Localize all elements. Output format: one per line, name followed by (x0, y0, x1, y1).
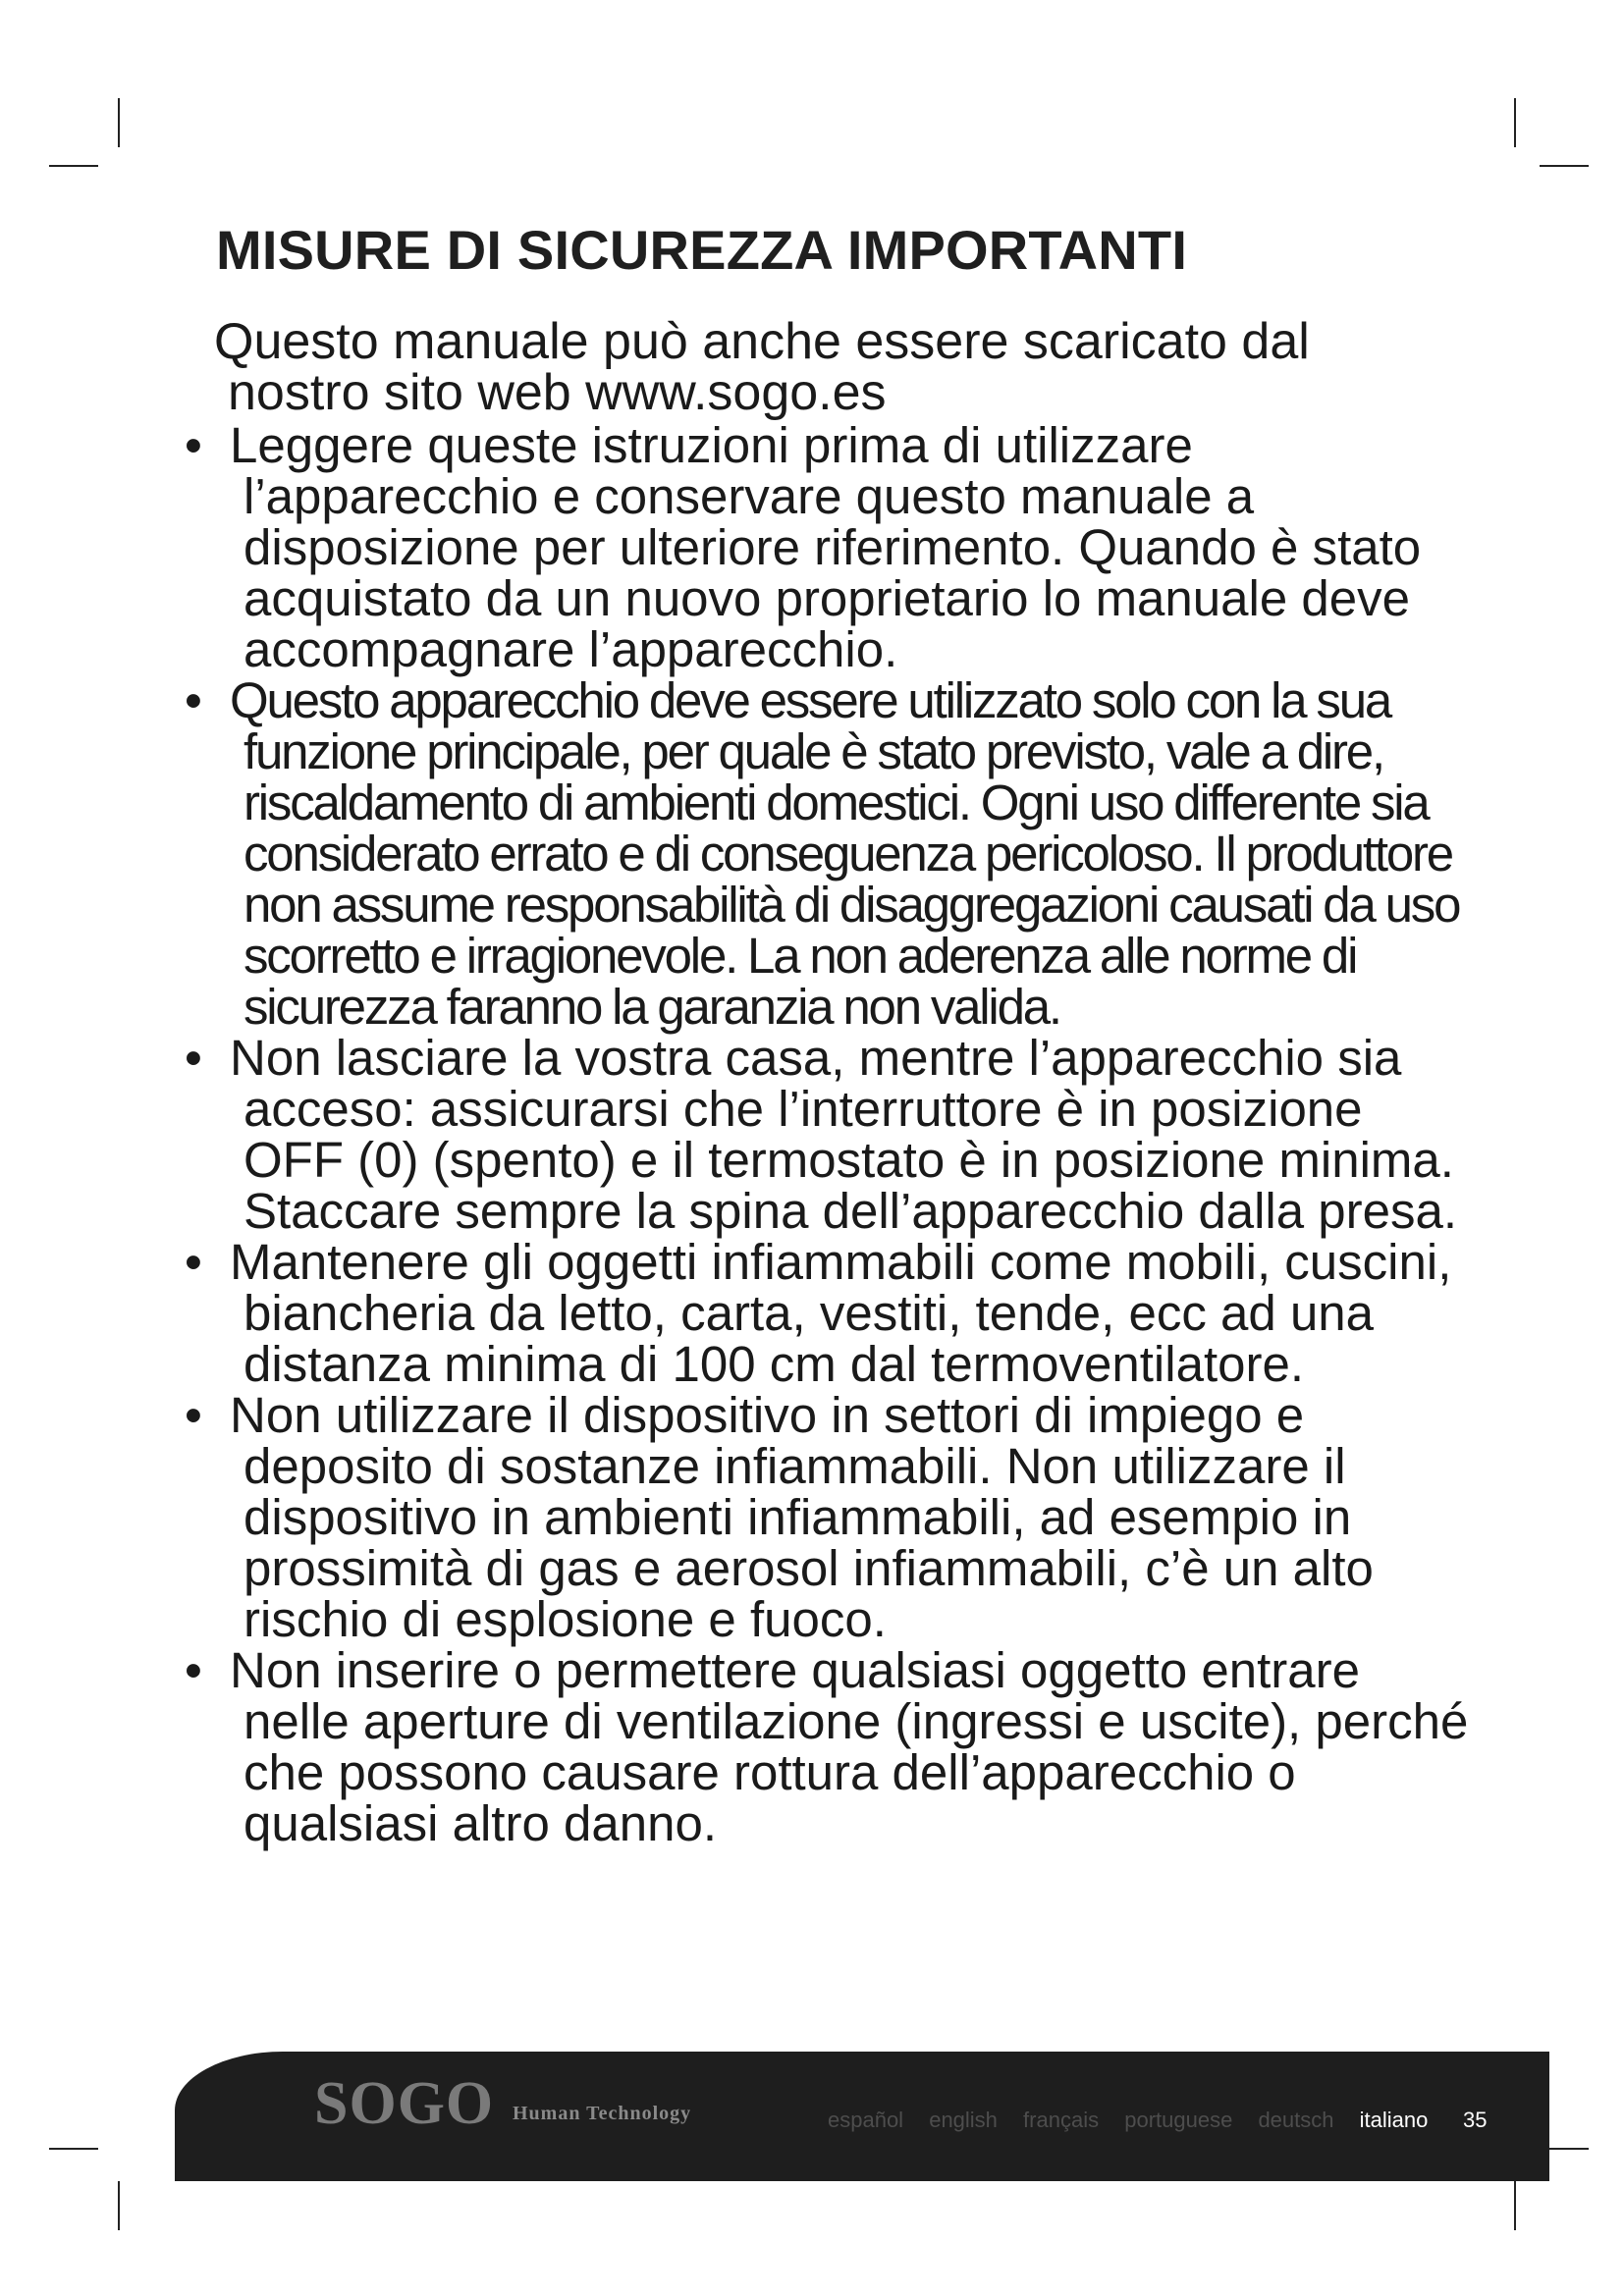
language-deutsch: deutsch (1258, 2108, 1334, 2132)
language-italiano-active: italiano (1359, 2108, 1429, 2132)
list-item (177, 1642, 1473, 1851)
language-francais: français (1023, 2108, 1100, 2132)
bullet-icon: • (185, 1642, 202, 1698)
rule-text: Mantenere gli oggetti infiammabili come mobili, cuscini, biancheria da letto, carta, vestiti, tende, ecc ad una distanza minima di 100 cm dal termoventilatore. (230, 1234, 1452, 1392)
safety-rules-list (177, 417, 1473, 1851)
logo-tagline: Human Technology (513, 2103, 692, 2124)
language-english: english (929, 2108, 998, 2132)
bullet-icon: • (185, 417, 202, 473)
bullet-icon: • (185, 1030, 202, 1086)
list-item (177, 417, 1473, 677)
crop-mark (49, 2148, 98, 2150)
language-portuguese: portuguese (1124, 2108, 1233, 2132)
intro-paragraph (214, 313, 1481, 421)
list-item (177, 1030, 1473, 1239)
list-item (177, 1234, 1473, 1392)
rule-text: Leggere queste istruzioni prima di utilizzare l’apparecchio e conservare questo manuale a disposizione per ulteriore riferimento. Quando è stato acquistato da un nuovo proprietario lo manuale deve accompagnare l’apparecchio. (230, 417, 1422, 677)
crop-mark (1514, 98, 1516, 147)
bullet-icon: • (185, 1234, 202, 1290)
language-espanol: español (828, 2108, 904, 2132)
rule-text: Non inserire o permettere qualsiasi oggetto entrare nelle aperture di ventilazione (ingressi e uscite), perché che possono causare rottura dell’apparecchio o qualsiasi altro danno. (230, 1642, 1469, 1851)
page-title: MISURE DI SICUREZZA IMPORTANTI (216, 219, 1188, 281)
sogo-logo: SOGO (314, 2070, 495, 2137)
bullet-icon: • (185, 672, 200, 728)
intro-line-2: nostro sito web www.sogo.es (228, 364, 887, 421)
rule-text: Non utilizzare il dispositivo in settori di impiego e deposito di sostanze infiammabili. Non utilizzare il dispositivo in ambienti infiammabili, ad esempio in prossimità di gas e aerosol infiammabili, c’è un alto rischio di esplosione e fuoco. (230, 1387, 1374, 1647)
intro-line-1: Questo manuale può anche essere scaricato dal (214, 313, 1310, 370)
rule-text: Questo apparecchio deve essere utilizzato solo con la sua funzione principale, per quale è stato previsto, vale a dire, riscaldamento di ambienti domestici. Ogni uso differente sia considerato errato e di conseguenza pericoloso. Il produttore non assume responsabilità di disaggregazioni causati da uso scorretto e irragionevole. La non aderenza alle norme di sicurezza faranno la garanzia non valida. (230, 672, 1460, 1035)
crop-mark (1514, 2181, 1516, 2230)
list-item (177, 672, 1473, 1035)
bullet-icon: • (185, 1387, 202, 1443)
list-item (177, 1387, 1473, 1647)
crop-mark (118, 2181, 120, 2230)
crop-mark (118, 98, 120, 147)
crop-mark (49, 165, 98, 167)
crop-mark (1540, 165, 1589, 167)
page-number: 35 (1463, 2108, 1488, 2132)
rule-text: Non lasciare la vostra casa, mentre l’apparecchio sia acceso: assicurarsi che l’interruttore è in posizione OFF (0) (spento) e il termostato è in posizione minima. Staccare sempre la spina dell’apparecchio dalla presa. (230, 1030, 1458, 1239)
language-index (828, 2108, 1447, 2133)
